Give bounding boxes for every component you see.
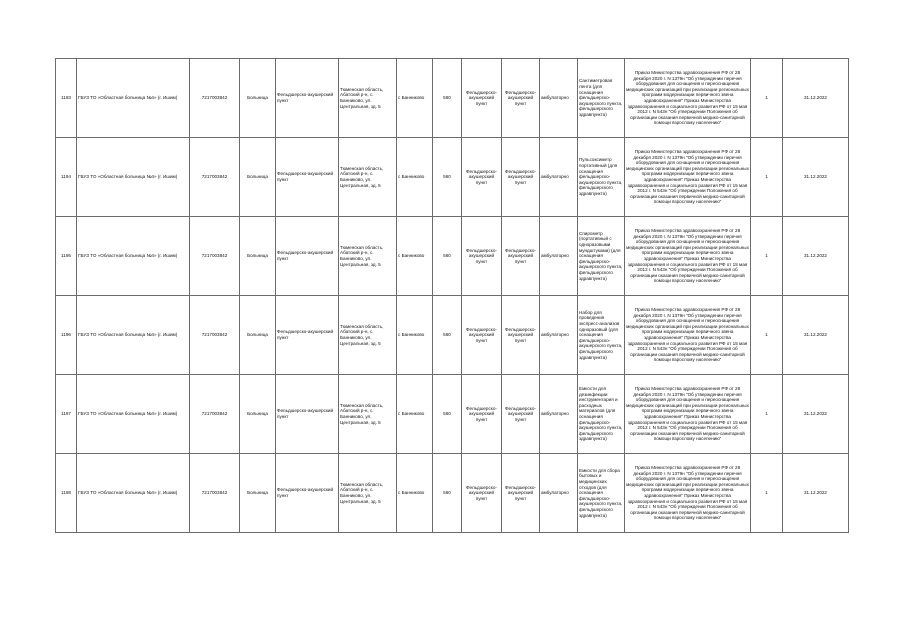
address: Тюменская область, Абатский р-н, с. Банниково, ул. Центральная, зд. 5 bbox=[339, 454, 397, 533]
quantity: 1 bbox=[751, 296, 783, 375]
unit-a: Фельдшерско-акушерский пункт bbox=[462, 454, 502, 533]
subdivision: Фельдшерско-акушерский пункт bbox=[276, 454, 339, 533]
legal-basis: Приказ Министерства здравоохранения РФ от 28 декабря 2020 г. N 1379н "Об утверждении перечня оборудования для оснащения и переоснащения медицинских организаций при реализации региональных программ модернизации первичного звена здравоохранения" Приказ Министерства здравоохранения и социального развития РФ от 15 мая 2012 г. N 543н "Об утверждении Положения об организации оказания первичной медико-санитарной помощи взрослому населению" bbox=[625, 59, 751, 138]
subdivision: Фельдшерско-акушерский пункт bbox=[276, 375, 339, 454]
population: 560 bbox=[433, 59, 462, 138]
care-form: амбулаторно bbox=[540, 296, 578, 375]
equipment-name: Пульсоксиметр портативный (для оснащения фельдшерско-акушерского пункта, фельдшерского здравпункта) bbox=[578, 138, 625, 217]
due-date: 31.12.2022 bbox=[783, 217, 849, 296]
unit-a: Фельдшерско-акушерский пункт bbox=[462, 138, 502, 217]
subdivision: Фельдшерско-акушерский пункт bbox=[276, 217, 339, 296]
legal-basis: Приказ Министерства здравоохранения РФ от 28 декабря 2020 г. N 1379н "Об утверждении перечня оборудования для оснащения и переоснащения медицинских организаций при реализации региональных программ модернизации первичного звена здравоохранения" Приказ Министерства здравоохранения и социального развития РФ от 15 мая 2012 г. N 543н "Об утверждении Положения об организации оказания первичной медико-санитарной помощи взрослому населению" bbox=[625, 296, 751, 375]
unit-a: Фельдшерско-акушерский пункт bbox=[462, 59, 502, 138]
settlement: с Банниково bbox=[397, 59, 433, 138]
population: 560 bbox=[433, 375, 462, 454]
population: 560 bbox=[433, 138, 462, 217]
organization-type: Больница bbox=[240, 217, 276, 296]
table-row bbox=[56, 454, 849, 533]
subdivision: Фельдшерско-акушерский пункт bbox=[276, 296, 339, 375]
row-number: 1195 bbox=[56, 217, 77, 296]
legal-basis: Приказ Министерства здравоохранения РФ от 28 декабря 2020 г. N 1379н "Об утверждении перечня оборудования для оснащения и переоснащения медицинских организаций при реализации региональных программ модернизации первичного звена здравоохранения" Приказ Министерства здравоохранения и социального развития РФ от 15 мая 2012 г. N 543н "Об утверждении Положения об организации оказания первичной медико-санитарной помощи взрослому населению" bbox=[625, 454, 751, 533]
table-row bbox=[56, 375, 849, 454]
legal-basis: Приказ Министерства здравоохранения РФ от 28 декабря 2020 г. N 1379н "Об утверждении перечня оборудования для оснащения и переоснащения медицинских организаций при реализации региональных программ модернизации первичного звена здравоохранения" Приказ Министерства здравоохранения и социального развития РФ от 15 мая 2012 г. N 543н "Об утверждении Положения об организации оказания первичной медико-санитарной помощи взрослому населению" bbox=[625, 138, 751, 217]
row-number: 1197 bbox=[56, 375, 77, 454]
equipment-name: Спирометр (портативный с одноразовыми мундштуками) (для оснащения фельдшерско-акушерского пункта, фельдшерского здравпункта) bbox=[578, 217, 625, 296]
quantity: 1 bbox=[751, 217, 783, 296]
quantity: 1 bbox=[751, 454, 783, 533]
due-date: 31.12.2022 bbox=[783, 59, 849, 138]
legal-basis: Приказ Министерства здравоохранения РФ от 28 декабря 2020 г. N 1379н "Об утверждении перечня оборудования для оснащения и переоснащения медицинских организаций при реализации региональных программ модернизации первичного звена здравоохранения" Приказ Министерства здравоохранения и социального развития РФ от 15 мая 2012 г. N 543н "Об утверждении Положения об организации оказания первичной медико-санитарной помощи взрослому населению" bbox=[625, 375, 751, 454]
table-row bbox=[56, 296, 849, 375]
quantity: 1 bbox=[751, 59, 783, 138]
subdivision: Фельдшерско-акушерский пункт bbox=[276, 59, 339, 138]
inn: 7217003842 bbox=[190, 296, 240, 375]
care-form: амбулаторно bbox=[540, 59, 578, 138]
population: 560 bbox=[433, 217, 462, 296]
quantity: 1 bbox=[751, 375, 783, 454]
equipment-name: Емкости для дезинфекции инструментария и расходных материалов (для оснащения фельдшерско-акушерского пункта, фельдшерского здравпункта) bbox=[578, 375, 625, 454]
unit-b: Фельдшерско-акушерский пункт bbox=[502, 59, 540, 138]
address: Тюменская область, Абатский р-н, с. Банниково, ул. Центральная, зд. 5 bbox=[339, 375, 397, 454]
inn: 7217003842 bbox=[190, 454, 240, 533]
settlement: с Банниково bbox=[397, 375, 433, 454]
table-row bbox=[56, 217, 849, 296]
inn: 7217003842 bbox=[190, 217, 240, 296]
unit-a: Фельдшерско-акушерский пункт bbox=[462, 375, 502, 454]
due-date: 31.12.2022 bbox=[783, 454, 849, 533]
unit-a: Фельдшерско-акушерский пункт bbox=[462, 296, 502, 375]
organization-type: Больница bbox=[240, 454, 276, 533]
care-form: амбулаторно bbox=[540, 375, 578, 454]
organization-name: ГБУЗ ТО «Областная больница №4» (г. Ишим) bbox=[77, 454, 190, 533]
inn: 7217003842 bbox=[190, 138, 240, 217]
equipment-name: Сантиметровая лента (для оснащения фельдшерско-акушерского пункта, фельдшерского здравпункта) bbox=[578, 59, 625, 138]
settlement: с Банниково bbox=[397, 454, 433, 533]
organization-name: ГБУЗ ТО «Областная больница №4» (г. Ишим) bbox=[77, 296, 190, 375]
unit-b: Фельдшерско-акушерский пункт bbox=[502, 217, 540, 296]
organization-name: ГБУЗ ТО «Областная больница №4» (г. Ишим) bbox=[77, 59, 190, 138]
equipment-name: Емкости для сбора бытовых и медицинских отходов (для оснащения фельдшерско-акушерского пункта, фельдшерского здравпункта) bbox=[578, 454, 625, 533]
row-number: 1194 bbox=[56, 138, 77, 217]
address: Тюменская область, Абатский р-н, с. Банниково, ул. Центральная, зд. 5 bbox=[339, 296, 397, 375]
address: Тюменская область, Абатский р-н, с. Банниково, ул. Центральная, зд. 5 bbox=[339, 59, 397, 138]
row-number: 1193 bbox=[56, 59, 77, 138]
organization-type: Больница bbox=[240, 59, 276, 138]
row-number: 1196 bbox=[56, 296, 77, 375]
care-form: амбулаторно bbox=[540, 217, 578, 296]
address: Тюменская область, Абатский р-н, с. Банниково, ул. Центральная, зд. 5 bbox=[339, 138, 397, 217]
inn: 7217003842 bbox=[190, 375, 240, 454]
unit-b: Фельдшерско-акушерский пункт bbox=[502, 375, 540, 454]
inn: 7217003842 bbox=[190, 59, 240, 138]
equipment-table bbox=[55, 58, 849, 533]
due-date: 31.12.2022 bbox=[783, 296, 849, 375]
unit-b: Фельдшерско-акушерский пункт bbox=[502, 454, 540, 533]
organization-name: ГБУЗ ТО «Областная больница №4» (г. Ишим) bbox=[77, 138, 190, 217]
organization-type: Больница bbox=[240, 375, 276, 454]
row-number: 1198 bbox=[56, 454, 77, 533]
unit-b: Фельдшерско-акушерский пункт bbox=[502, 296, 540, 375]
legal-basis: Приказ Министерства здравоохранения РФ от 28 декабря 2020 г. N 1379н "Об утверждении перечня оборудования для оснащения и переоснащения медицинских организаций при реализации региональных программ модернизации первичного звена здравоохранения" Приказ Министерства здравоохранения и социального развития РФ от 15 мая 2012 г. N 543н "Об утверждении Положения об организации оказания первичной медико-санитарной помощи взрослому населению" bbox=[625, 217, 751, 296]
population: 560 bbox=[433, 296, 462, 375]
settlement: с Банниково bbox=[397, 296, 433, 375]
care-form: амбулаторно bbox=[540, 454, 578, 533]
unit-b: Фельдшерско-акушерский пункт bbox=[502, 138, 540, 217]
settlement: с Банниково bbox=[397, 217, 433, 296]
address: Тюменская область, Абатский р-н, с. Банниково, ул. Центральная, зд. 5 bbox=[339, 217, 397, 296]
subdivision: Фельдшерско-акушерский пункт bbox=[276, 138, 339, 217]
organization-name: ГБУЗ ТО «Областная больница №4» (г. Ишим) bbox=[77, 375, 190, 454]
organization-type: Больница bbox=[240, 138, 276, 217]
organization-type: Больница bbox=[240, 296, 276, 375]
due-date: 31.12.2022 bbox=[783, 375, 849, 454]
settlement: с Банниково bbox=[397, 138, 433, 217]
care-form: амбулаторно bbox=[540, 138, 578, 217]
organization-name: ГБУЗ ТО «Областная больница №4» (г. Ишим) bbox=[77, 217, 190, 296]
table-row bbox=[56, 59, 849, 138]
equipment-name: Набор для проведения экспресс-анализов одноразовый (для оснащения фельдшерско-акушерского пункта, фельдшерского здравпункта) bbox=[578, 296, 625, 375]
unit-a: Фельдшерско-акушерский пункт bbox=[462, 217, 502, 296]
quantity: 1 bbox=[751, 138, 783, 217]
population: 560 bbox=[433, 454, 462, 533]
table-row bbox=[56, 138, 849, 217]
due-date: 31.12.2022 bbox=[783, 138, 849, 217]
